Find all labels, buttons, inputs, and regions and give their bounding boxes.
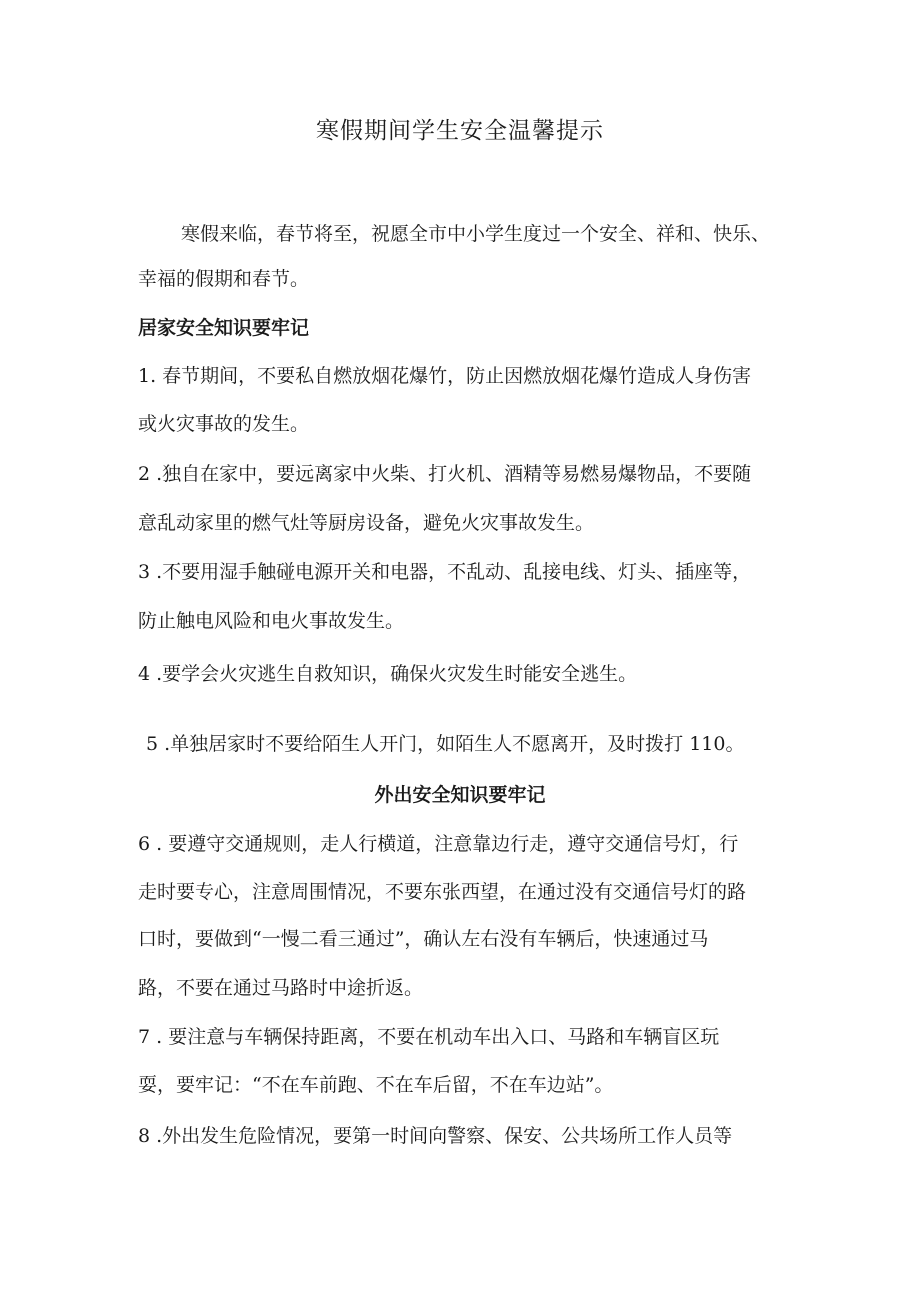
item-4-line-1: 4 .要学会火灾逃生自救知识，确保火灾发生时能安全逃生。 [138, 663, 638, 685]
item-7-line-1: 7 . 要注意与车辆保持距离，不要在机动车出入口、马路和车辆盲区玩 [138, 1026, 720, 1048]
item-2-line-1: 2 .独自在家中，要远离家中火柴、打火机、酒精等易燃易爆物品，不要随 [138, 463, 752, 485]
item-8-line-1: 8 .外出发生危险情况，要第一时间向警察、保安、公共场所工作人员等 [138, 1125, 733, 1147]
item-6-line-4: 路，不要在通过马路时中途折返。 [138, 977, 424, 999]
item-6-line-2: 走时要专心，注意周围情况，不要东张西望，在通过没有交通信号灯的路 [138, 881, 747, 903]
item-6-line-1: 6 . 要遵守交通规则，走人行横道，注意靠边行走，遵守交通信号灯，行 [138, 833, 739, 855]
item-1-line-1: 1. 春节期间，不要私自燃放烟花爆竹，防止因燃放烟花爆竹造成人身伤害 [138, 365, 752, 387]
section-heading-home-safety: 居家安全知识要牢记 [138, 317, 310, 339]
intro-line-2: 幸福的假期和春节。 [138, 268, 310, 290]
item-7-line-2: 耍，要牢记：“不在车前跑、不在车后留，不在车边站”。 [138, 1074, 614, 1096]
item-3-line-2: 防止触电风险和电火事故发生。 [138, 610, 405, 632]
item-5-line-1: 5 .单独居家时不要给陌生人开门，如陌生人不愿离开，及时拨打 110。 [146, 733, 745, 755]
item-6-line-3: 口时，要做到“一慢二看三通过”，确认左右没有车辆后，快速通过马 [138, 928, 709, 950]
item-2-line-2: 意乱动家里的燃气灶等厨房设备，避免火灾事故发生。 [138, 512, 595, 534]
intro-line-1: 寒假来临，春节将至，祝愿全市中小学生度过一个安全、祥和、快乐、 [181, 223, 771, 245]
document-title: 寒假期间学生安全温馨提示 [316, 118, 604, 144]
section-heading-outdoor-safety: 外出安全知识要牢记 [374, 784, 546, 806]
item-3-line-1: 3 .不要用湿手触碰电源开关和电器，不乱动、乱接电线、灯头、插座等， [138, 561, 752, 583]
item-1-line-2: 或火灾事故的发生。 [138, 413, 310, 435]
